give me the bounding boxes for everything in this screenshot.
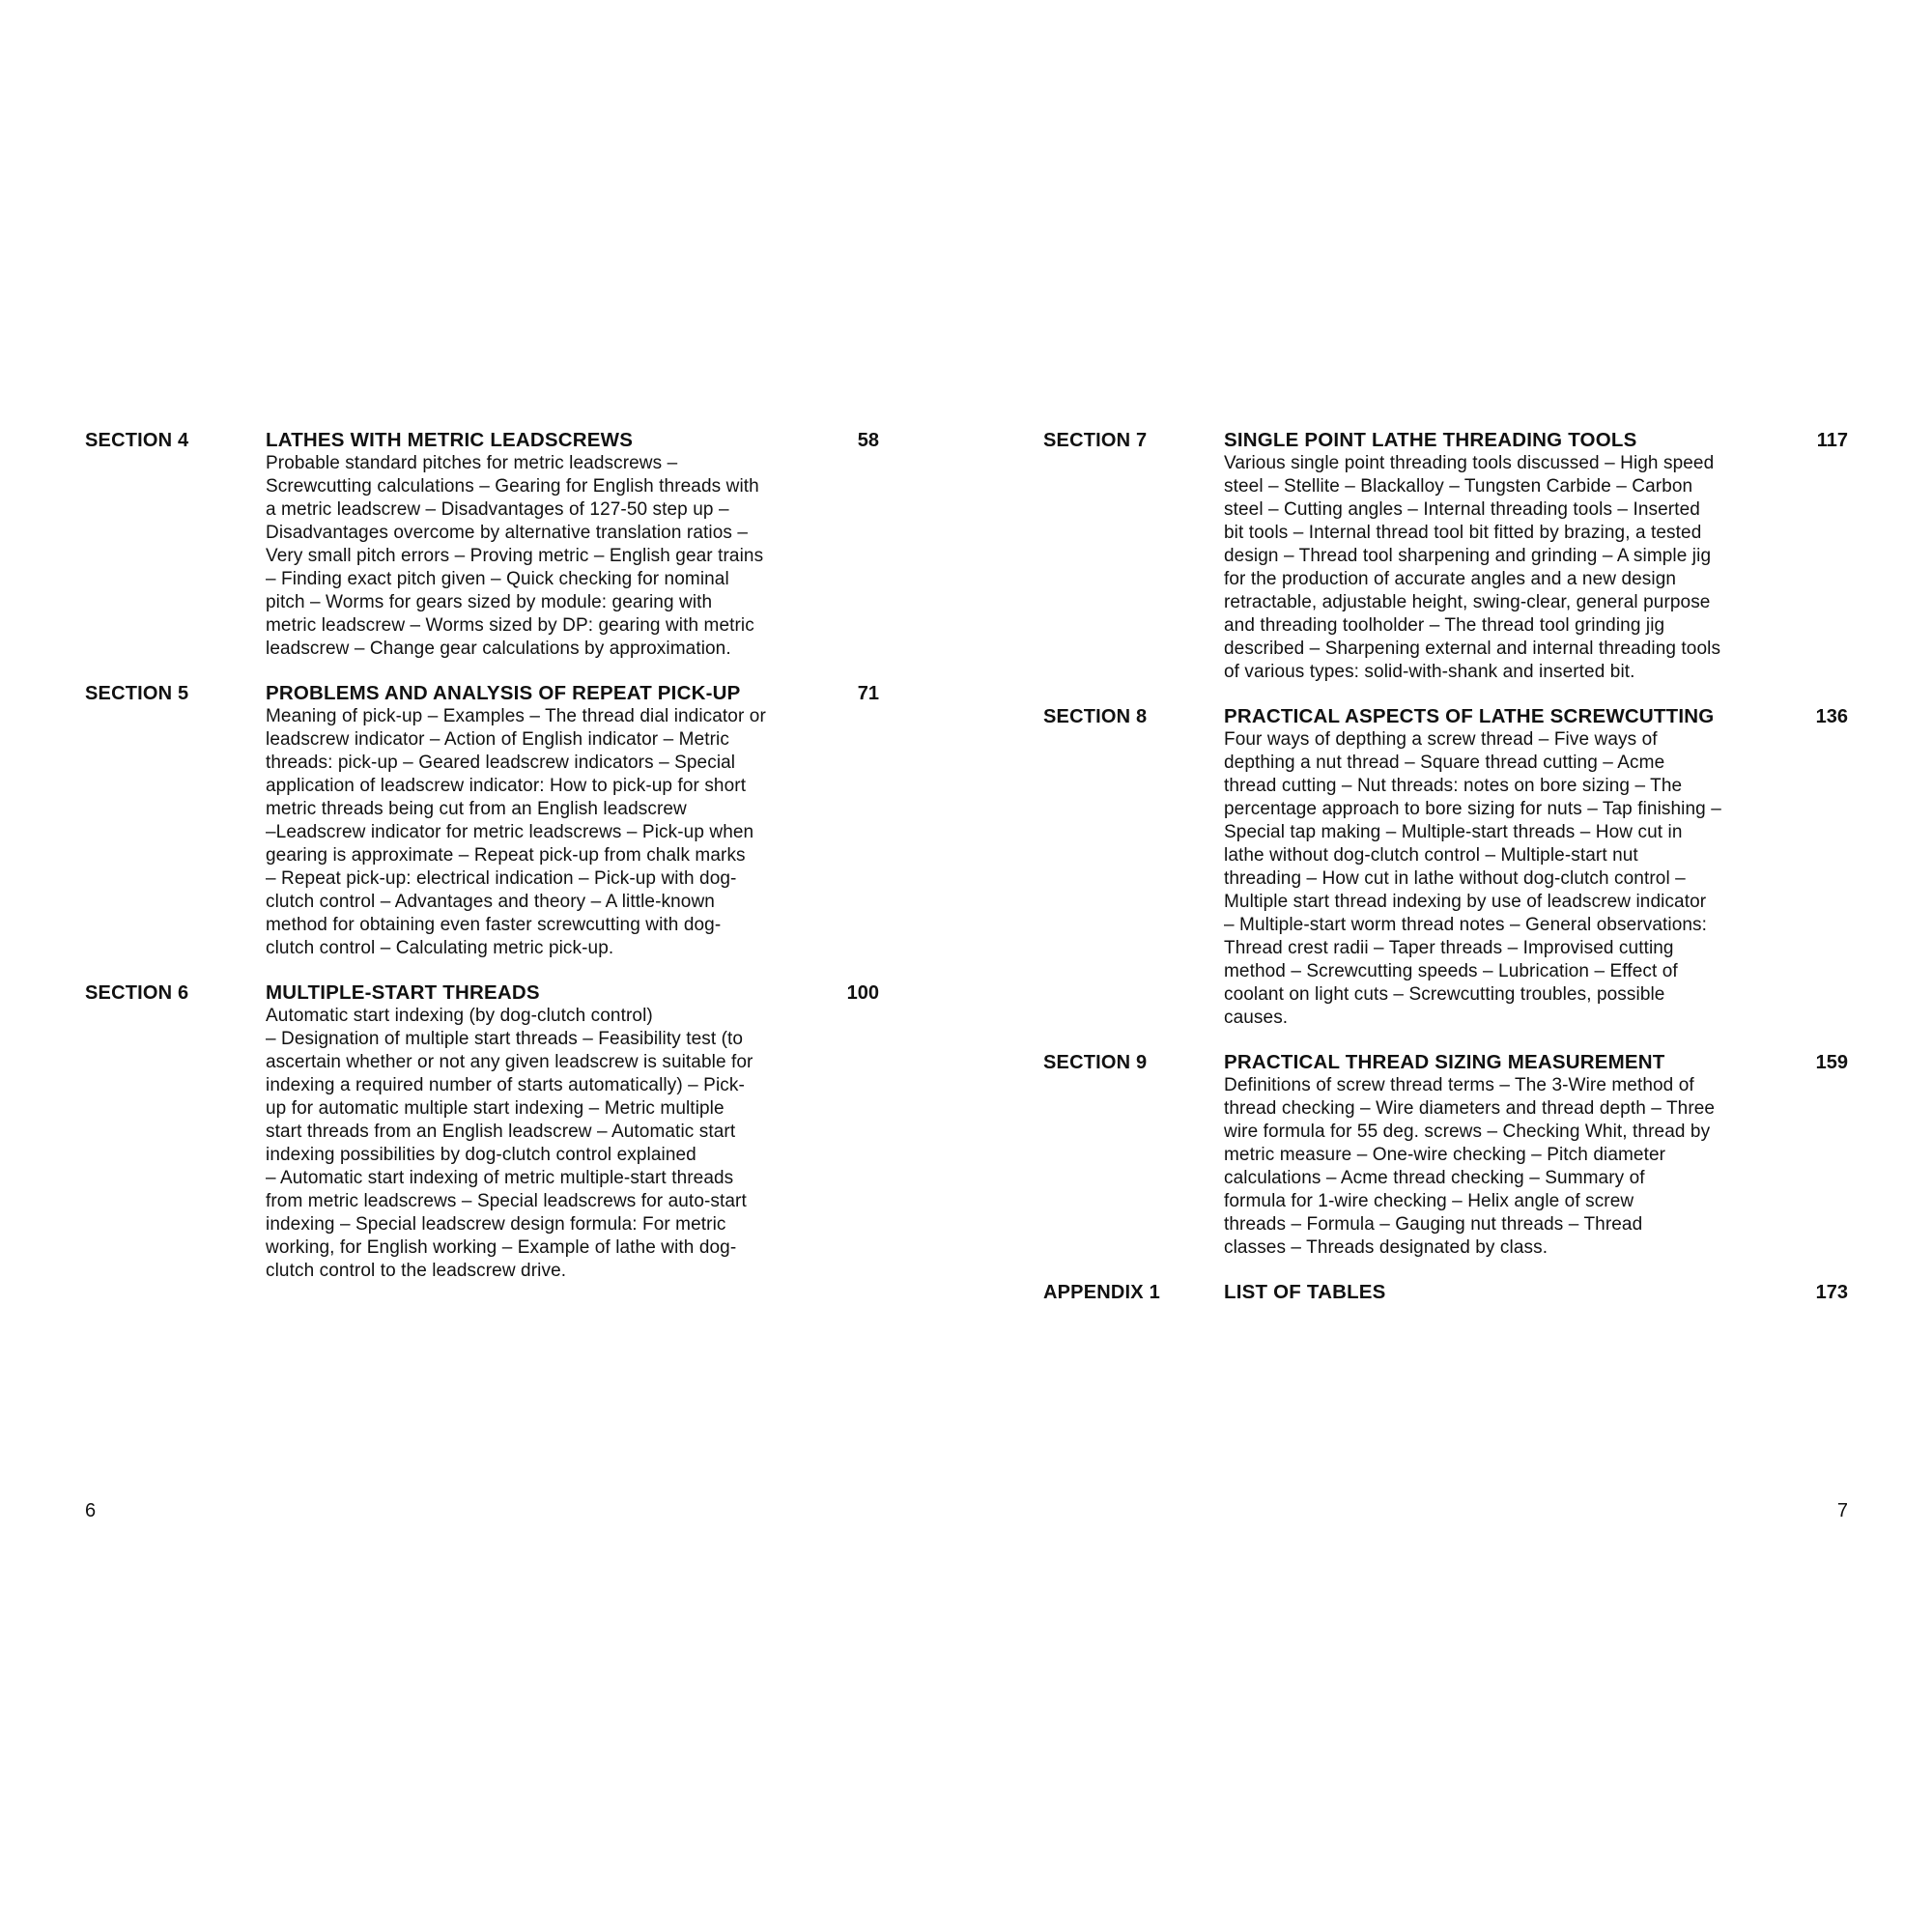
toc-right-page (1043, 429, 1848, 1325)
toc-body-line: Multiple start thread indexing by use of leadscrew indicator (1224, 892, 1707, 912)
toc-body-line: steel – Cutting angles – Internal threading tools – Inserted (1224, 499, 1700, 520)
toc-entry-main (266, 981, 819, 1283)
toc-left-page (85, 429, 879, 1304)
toc-body-line: up for automatic multiple start indexing – Metric multiple (266, 1098, 724, 1119)
toc-body-line: start threads from an English leadscrew – Automatic start (266, 1122, 736, 1142)
toc-body-line: clutch control to the leadscrew drive. (266, 1261, 567, 1281)
toc-entry-title: MULTIPLE-START THREADS (266, 981, 540, 1004)
toc-entry-section-7 (1043, 429, 1848, 684)
toc-body-line: Definitions of screw thread terms – The 3-Wire method of (1224, 1075, 1694, 1095)
toc-body-line: Disadvantages overcome by alternative translation ratios – (266, 523, 749, 543)
toc-body-line: metric measure – One-wire checking – Pitch diameter (1224, 1145, 1666, 1165)
toc-body-line: pitch – Worms for gears sized by module: gearing with (266, 592, 713, 612)
toc-body-line: Thread crest radii – Taper threads – Improvised cutting (1224, 938, 1674, 958)
toc-body-line: threading – How cut in lathe without dog-clutch control – (1224, 868, 1686, 889)
toc-page-number: 100 (846, 982, 879, 1004)
toc-body-line: formula for 1-wire checking – Helix angle of screw (1224, 1191, 1634, 1211)
toc-entry-summary (1224, 452, 1788, 684)
toc-entry-section-4 (85, 429, 879, 661)
toc-entry-section-9 (1043, 1051, 1848, 1260)
toc-entry-title: LATHES WITH METRIC LEADSCREWS (266, 429, 634, 451)
toc-section-label: SECTION 4 (85, 430, 189, 451)
toc-entry-title: SINGLE POINT LATHE THREADING TOOLS (1224, 429, 1637, 451)
toc-page-number: 71 (857, 683, 879, 704)
toc-body-line: – Designation of multiple start threads – Feasibility test (to (266, 1029, 744, 1049)
toc-body-line: lathe without dog-clutch control – Multiple-start nut (1224, 845, 1638, 866)
toc-entry-main (266, 429, 819, 661)
toc-body-line: calculations – Acme thread checking – Summary of (1224, 1168, 1645, 1188)
toc-body-line: metric leadscrew – Worms sized by DP: gearing with metric (266, 615, 754, 636)
toc-body-line: – Automatic start indexing of metric multiple-start threads (266, 1168, 734, 1188)
toc-body-line: Meaning of pick-up – Examples – The thread dial indicator or (266, 706, 766, 726)
toc-body-line: for the production of accurate angles and a new design (1224, 569, 1677, 589)
toc-body-line: indexing a required number of starts automatically) – Pick- (266, 1075, 745, 1095)
toc-entry-title: PRACTICAL THREAD SIZING MEASUREMENT (1224, 1051, 1665, 1073)
toc-body-line: coolant on light cuts – Screwcutting troubles, possible (1224, 984, 1665, 1005)
toc-entry-main (266, 682, 819, 960)
toc-body-line: leadscrew indicator – Action of English indicator – Metric (266, 729, 729, 750)
toc-entry-summary (266, 452, 819, 661)
toc-body-line: Very small pitch errors – Proving metric – English gear trains (266, 546, 764, 566)
toc-body-line: Four ways of depthing a screw thread – Five ways of (1224, 729, 1658, 750)
toc-entry-title: PRACTICAL ASPECTS OF LATHE SCREWCUTTING (1224, 705, 1715, 727)
toc-entry-summary (1224, 728, 1788, 1030)
toc-body-line: design – Thread tool sharpening and grinding – A simple jig (1224, 546, 1712, 566)
toc-body-line: threads: pick-up – Geared leadscrew indicators – Special (266, 753, 736, 773)
toc-entry-main (1224, 429, 1788, 684)
toc-page-number: 136 (1815, 706, 1848, 727)
toc-body-line: thread cutting – Nut threads: notes on bore sizing – The (1224, 776, 1683, 796)
toc-body-line: working, for English working – Example of lathe with dog- (266, 1237, 737, 1258)
toc-entry-section-8 (1043, 705, 1848, 1030)
toc-page-number: 159 (1815, 1052, 1848, 1073)
toc-body-line: wire formula for 55 deg. screws – Checking Whit, thread by (1224, 1122, 1711, 1142)
toc-body-line: – Multiple-start worm thread notes – General observations: (1224, 915, 1708, 935)
toc-body-line: retractable, adjustable height, swing-clear, general purpose (1224, 592, 1711, 612)
toc-section-label: SECTION 5 (85, 683, 189, 704)
toc-body-line: Probable standard pitches for metric leadscrews – (266, 453, 678, 473)
toc-body-line: ascertain whether or not any given leadscrew is suitable for (266, 1052, 753, 1072)
toc-body-line: – Finding exact pitch given – Quick checking for nominal (266, 569, 729, 589)
toc-body-line: clutch control – Advantages and theory – A little-known (266, 892, 715, 912)
toc-page-number: 173 (1815, 1282, 1848, 1303)
toc-entry-main (1224, 705, 1788, 1030)
toc-body-line: gearing is approximate – Repeat pick-up from chalk marks (266, 845, 746, 866)
toc-body-line: application of leadscrew indicator: How to pick-up for short (266, 776, 747, 796)
toc-body-line: indexing – Special leadscrew design formula: For metric (266, 1214, 726, 1235)
toc-body-line: thread checking – Wire diameters and thread depth – Three (1224, 1098, 1716, 1119)
toc-body-line: classes – Threads designated by class. (1224, 1237, 1548, 1258)
toc-entry-summary (266, 1005, 819, 1283)
toc-body-line: leadscrew – Change gear calculations by approximation. (266, 639, 731, 659)
toc-body-line: metric threads being cut from an English leadscrew (266, 799, 687, 819)
toc-entry-appendix-1 (1043, 1281, 1848, 1304)
toc-body-line: a metric leadscrew – Disadvantages of 127-50 step up – (266, 499, 729, 520)
left-page-footer-number: 6 (85, 1500, 97, 1521)
toc-section-label: SECTION 9 (1043, 1052, 1148, 1073)
toc-page-number: 58 (857, 430, 879, 451)
toc-section-label: SECTION 6 (85, 982, 189, 1004)
toc-body-line: from metric leadscrews – Special leadscrews for auto-start (266, 1191, 747, 1211)
toc-body-line: –Leadscrew indicator for metric leadscrews – Pick-up when (266, 822, 754, 842)
toc-body-line: percentage approach to bore sizing for nuts – Tap finishing – (1224, 799, 1721, 819)
toc-entry-main (1224, 1051, 1788, 1260)
toc-body-line: of various types: solid-with-shank and inserted bit. (1224, 662, 1635, 682)
toc-body-line: method for obtaining even faster screwcutting with dog- (266, 915, 722, 935)
right-page-footer-number: 7 (1836, 1500, 1848, 1521)
toc-body-line: and threading toolholder – The thread tool grinding jig (1224, 615, 1665, 636)
toc-section-label: APPENDIX 1 (1043, 1282, 1160, 1303)
toc-entry-summary (266, 705, 819, 960)
toc-entry-title: LIST OF TABLES (1224, 1281, 1386, 1303)
toc-entry-section-6 (85, 981, 879, 1283)
toc-section-label: SECTION 8 (1043, 706, 1148, 727)
toc-entry-section-5 (85, 682, 879, 960)
toc-page-number: 117 (1816, 430, 1848, 451)
toc-body-line: threads – Formula – Gauging nut threads – Thread (1224, 1214, 1643, 1235)
toc-entry-title: PROBLEMS AND ANALYSIS OF REPEAT PICK-UP (266, 682, 741, 704)
toc-body-line: clutch control – Calculating metric pick-up. (266, 938, 614, 958)
toc-body-line: Automatic start indexing (by dog-clutch control) (266, 1006, 653, 1026)
toc-body-line: Screwcutting calculations – Gearing for English threads with (266, 476, 759, 497)
toc-body-line: bit tools – Internal thread tool bit fitted by brazing, a tested (1224, 523, 1702, 543)
toc-body-line: steel – Stellite – Blackalloy – Tungsten Carbide – Carbon (1224, 476, 1693, 497)
toc-body-line: Various single point threading tools discussed – High speed (1224, 453, 1715, 473)
toc-body-line: Special tap making – Multiple-start threads – How cut in (1224, 822, 1683, 842)
toc-section-label: SECTION 7 (1043, 430, 1148, 451)
toc-body-line: described – Sharpening external and internal threading tools (1224, 639, 1721, 659)
toc-entry-summary (1224, 1074, 1788, 1260)
toc-entry-main (1224, 1281, 1788, 1304)
toc-body-line: method – Screwcutting speeds – Lubrication – Effect of (1224, 961, 1678, 981)
toc-body-line: – Repeat pick-up: electrical indication – Pick-up with dog- (266, 868, 737, 889)
toc-body-line: indexing possibilities by dog-clutch control explained (266, 1145, 696, 1165)
toc-body-line: causes. (1224, 1008, 1289, 1028)
toc-body-line: depthing a nut thread – Square thread cutting – Acme (1224, 753, 1665, 773)
